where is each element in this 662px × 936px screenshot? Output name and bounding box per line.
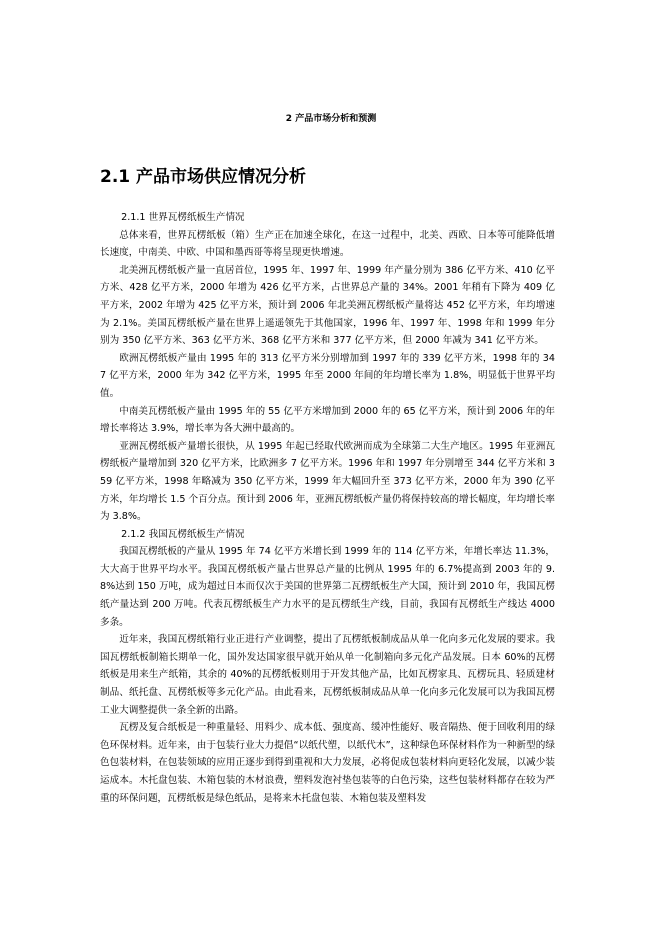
paragraph-north-america: 北美洲瓦楞纸板产量一直居首位，1995 年、1997 年、1999 年产量分别为 386 亿平方米、410 亿平方米、428 亿平方米，2000 年增为 426 亿平方米，占世界总产量的 34%。2001 年稍有下降为 409 亿平方米，2002 年增为 425 亿平方米，预计到 2006 年北美洲瓦楞纸板产量将达 452 亿平方米，年均增速为 2.1%。美国瓦楞纸板产量在世界上遥遥领先于其他国家，1996 年、1997 年、1998 年和 1999 年分别为 350 亿平方米、363 亿平方米、368 亿平方米和 377 亿平方米，但 2000 年减为 341 亿平方米。 — [100, 264, 555, 347]
paragraph-industry-adjustment: 近年来，我国瓦楞纸箱行业正进行产业调整，提出了瓦楞纸板制成品从单一化向多元化发展的要求。我国瓦楞纸板制箱长期单一化，国外发达国家很早就开始从单一化制箱向多元化产品发展。日本 60%的瓦楞纸板是用来生产纸箱，其余的 40%的瓦楞纸板则用于开发其他产品，比如瓦楞家具、瓦楞玩具、轻质建材制品、纸托盘、瓦楞纸板等多元化产品。由此看来，瓦楞纸板制成品从单一化向多元化发展可以为我国瓦楞工业大调整提供一条全新的出路。 — [100, 634, 555, 716]
subsection-heading-china: 2.1.2 我国瓦楞纸板生产情况 — [121, 528, 245, 540]
section-heading: 2.1 产品市场供应情况分析 — [100, 167, 307, 187]
paragraph-china-output: 我国瓦楞纸板的产量从 1995 年 74 亿平方米增长到 1999 年的 114 亿平方米，年增长率达 11.3%，大大高于世界平均水平。我国瓦楞纸板产量占世界总产量的比例从 1995 年的 6.7%提高到 2003 年的 9.8%达到 150 万吨，成为超过日本而仅次于美国的世界第二瓦楞纸板生产大国，预计到 2010 年，我国瓦楞纸产量达到 200 万吨。代表瓦楞纸板生产力水平的是瓦楞纸生产线，目前，我国有瓦楞纸生产线达 4000 多条。 — [100, 546, 555, 628]
paragraph-green-material: 瓦楞及复合纸板是一种重量轻、用料少、成本低、强度高、缓冲性能好、吸音隔热、便于回收利用的绿色环保材料。近年来，由于包装行业大力提倡“以纸代塑，以纸代木”，这种绿色环保材料作为一种新型的绿色包装材料，在包装领域的应用正逐步到得到重视和大力发展，必将促成包装材料向更轻化发展，以减少装运成本。木托盘包装、木箱包装的木材浪费，塑料发泡衬垫包装等的白色污染，这些包装材料都存在较为严重的环保问题，瓦楞纸板是绿色纸品，是将来木托盘包装、木箱包装及塑料发 — [100, 722, 555, 804]
body-text — [100, 209, 555, 807]
chapter-title: 2 产品市场分析和预测 — [285, 114, 377, 124]
paragraph-asia: 亚洲瓦楞纸板产量增长很快，从 1995 年起已经取代欧洲而成为全球第二大生产地区。1995 年亚洲瓦楞纸板产量增加到 320 亿平方米，比欧洲多 7 亿平方米。1996 年和 1997 年分别增至 344 亿平方米和 359 亿平方米，1998 年略减为 350 亿平方米，1999 年大幅回升至 373 亿平方米，2000 年为 390 亿平方米，年均增长 1.5 个百分点。预计到 2006 年，亚洲瓦楞纸板产量仍将保持较高的增长幅度，年均增长率为 3.8%。 — [100, 440, 555, 523]
paragraph-central-south-america: 中南美瓦楞纸板产量由 1995 年的 55 亿平方米增加到 2000 年的 65 亿平方米，预计到 2006 年的年增长率将达 3.9%，增长率为各大洲中最高的。 — [100, 405, 555, 435]
subsection-heading-world: 2.1.1 世界瓦楞纸板生产情况 — [121, 212, 245, 223]
paragraph-europe: 欧洲瓦楞纸板产量由 1995 年的 313 亿平方米分别增加到 1997 年的 339 亿平方米，1998 年的 347 亿平方米，2000 年为 342 亿平方米，1995 年至 2000 年间的年均增长率为 1.8%，明显低于世界平均值。 — [100, 352, 555, 399]
paragraph-overview: 总体来看，世界瓦楞纸板（箱）生产正在加速全球化，在这一过程中，北美、西欧、日本等可能降低增长速度，中南美、中欧、中国和墨西哥等将呈现更快增速。 — [100, 229, 555, 259]
